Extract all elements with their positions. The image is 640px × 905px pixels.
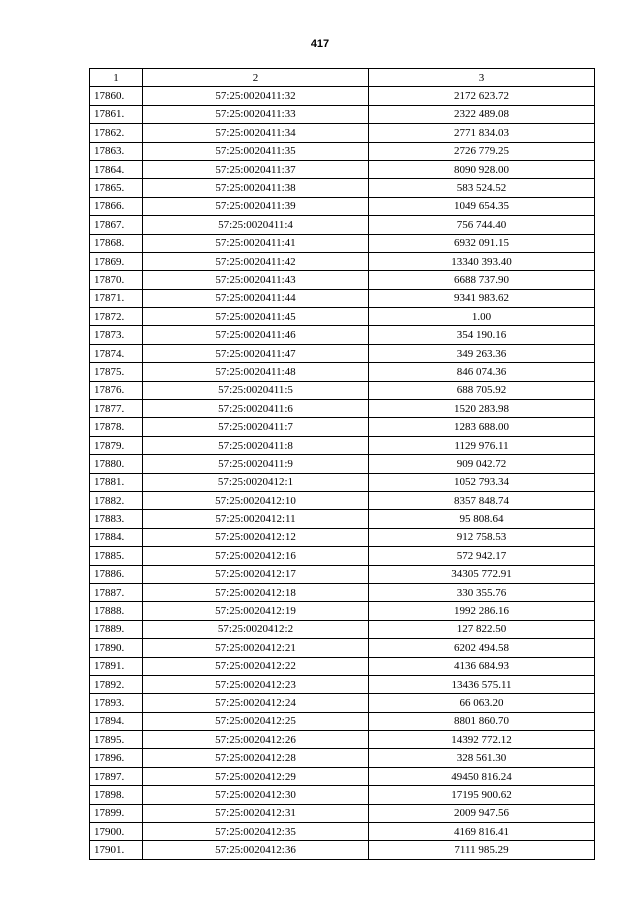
table-row xyxy=(90,804,595,822)
row-number-cell: 17900. xyxy=(90,823,143,841)
table-row xyxy=(90,841,595,859)
cadastral-number-cell: 57:25:0020411:34 xyxy=(143,124,369,142)
table-row xyxy=(90,547,595,565)
row-number-cell: 17887. xyxy=(90,583,143,601)
value-cell: 4136 684.93 xyxy=(369,657,595,675)
table-row xyxy=(90,657,595,675)
value-cell: 8090 928.00 xyxy=(369,160,595,178)
cadastral-number-cell: 57:25:0020412:28 xyxy=(143,749,369,767)
value-cell: 2726 779.25 xyxy=(369,142,595,160)
table-body xyxy=(90,87,595,859)
row-number-cell: 17868. xyxy=(90,234,143,252)
table-row xyxy=(90,749,595,767)
column-header-2: 2 xyxy=(143,69,369,87)
value-cell: 8801 860.70 xyxy=(369,712,595,730)
table-row xyxy=(90,381,595,399)
row-number-cell: 17863. xyxy=(90,142,143,160)
row-number-cell: 17894. xyxy=(90,712,143,730)
row-number-cell: 17865. xyxy=(90,179,143,197)
row-number-cell: 17896. xyxy=(90,749,143,767)
cadastral-number-cell: 57:25:0020411:7 xyxy=(143,418,369,436)
row-number-cell: 17879. xyxy=(90,436,143,454)
row-number-cell: 17873. xyxy=(90,326,143,344)
row-number-cell: 17889. xyxy=(90,620,143,638)
cadastral-number-cell: 57:25:0020411:48 xyxy=(143,363,369,381)
row-number-cell: 17885. xyxy=(90,547,143,565)
cadastral-number-cell: 57:25:0020411:41 xyxy=(143,234,369,252)
row-number-cell: 17886. xyxy=(90,565,143,583)
data-table xyxy=(89,68,595,860)
cadastral-number-cell: 57:25:0020412:11 xyxy=(143,510,369,528)
value-cell: 17195 900.62 xyxy=(369,786,595,804)
row-number-cell: 17869. xyxy=(90,252,143,270)
column-header-1: 1 xyxy=(90,69,143,87)
value-cell: 583 524.52 xyxy=(369,179,595,197)
table-row xyxy=(90,602,595,620)
cadastral-number-cell: 57:25:0020412:16 xyxy=(143,547,369,565)
table-row xyxy=(90,473,595,491)
row-number-cell: 17877. xyxy=(90,400,143,418)
cadastral-number-cell: 57:25:0020412:30 xyxy=(143,786,369,804)
row-number-cell: 17888. xyxy=(90,602,143,620)
row-number-cell: 17882. xyxy=(90,491,143,509)
table-row xyxy=(90,639,595,657)
value-cell: 912 758.53 xyxy=(369,528,595,546)
row-number-cell: 17872. xyxy=(90,308,143,326)
cadastral-number-cell: 57:25:0020412:29 xyxy=(143,767,369,785)
table-row xyxy=(90,179,595,197)
value-cell: 1129 976.11 xyxy=(369,436,595,454)
table-row xyxy=(90,87,595,105)
table-row xyxy=(90,197,595,215)
value-cell: 6202 494.58 xyxy=(369,639,595,657)
row-number-cell: 17883. xyxy=(90,510,143,528)
value-cell: 688 705.92 xyxy=(369,381,595,399)
cadastral-number-cell: 57:25:0020411:44 xyxy=(143,289,369,307)
table-row xyxy=(90,731,595,749)
cadastral-number-cell: 57:25:0020411:42 xyxy=(143,252,369,270)
cadastral-number-cell: 57:25:0020412:19 xyxy=(143,602,369,620)
row-number-cell: 17891. xyxy=(90,657,143,675)
cadastral-number-cell: 57:25:0020411:35 xyxy=(143,142,369,160)
row-number-cell: 17890. xyxy=(90,639,143,657)
table-row xyxy=(90,308,595,326)
row-number-cell: 17866. xyxy=(90,197,143,215)
table-row xyxy=(90,823,595,841)
cadastral-number-cell: 57:25:0020411:46 xyxy=(143,326,369,344)
table-row xyxy=(90,289,595,307)
row-number-cell: 17862. xyxy=(90,124,143,142)
value-cell: 14392 772.12 xyxy=(369,731,595,749)
value-cell: 8357 848.74 xyxy=(369,491,595,509)
cadastral-number-cell: 57:25:0020412:1 xyxy=(143,473,369,491)
value-cell: 354 190.16 xyxy=(369,326,595,344)
value-cell: 13340 393.40 xyxy=(369,252,595,270)
cadastral-number-cell: 57:25:0020411:8 xyxy=(143,436,369,454)
table-row xyxy=(90,436,595,454)
row-number-cell: 17892. xyxy=(90,675,143,693)
cadastral-number-cell: 57:25:0020411:5 xyxy=(143,381,369,399)
cadastral-number-cell: 57:25:0020412:26 xyxy=(143,731,369,749)
value-cell: 1049 654.35 xyxy=(369,197,595,215)
row-number-cell: 17861. xyxy=(90,105,143,123)
table-row xyxy=(90,400,595,418)
header-row xyxy=(90,69,595,87)
cadastral-number-cell: 57:25:0020412:12 xyxy=(143,528,369,546)
value-cell: 756 744.40 xyxy=(369,216,595,234)
table-row xyxy=(90,363,595,381)
cadastral-number-cell: 57:25:0020411:47 xyxy=(143,344,369,362)
cadastral-number-cell: 57:25:0020412:21 xyxy=(143,639,369,657)
value-cell: 66 063.20 xyxy=(369,694,595,712)
row-number-cell: 17878. xyxy=(90,418,143,436)
row-number-cell: 17899. xyxy=(90,804,143,822)
table-row xyxy=(90,786,595,804)
table-row xyxy=(90,418,595,436)
table-row xyxy=(90,528,595,546)
row-number-cell: 17874. xyxy=(90,344,143,362)
table-row xyxy=(90,326,595,344)
table-row xyxy=(90,234,595,252)
value-cell: 6932 091.15 xyxy=(369,234,595,252)
table-row xyxy=(90,252,595,270)
cadastral-number-cell: 57:25:0020412:10 xyxy=(143,491,369,509)
page-number: 417 xyxy=(310,38,330,50)
cadastral-number-cell: 57:25:0020412:31 xyxy=(143,804,369,822)
table-row xyxy=(90,510,595,528)
table-row xyxy=(90,105,595,123)
value-cell: 572 942.17 xyxy=(369,547,595,565)
value-cell: 909 042.72 xyxy=(369,455,595,473)
row-number-cell: 17901. xyxy=(90,841,143,859)
row-number-cell: 17884. xyxy=(90,528,143,546)
table-row xyxy=(90,583,595,601)
row-number-cell: 17876. xyxy=(90,381,143,399)
cadastral-number-cell: 57:25:0020411:32 xyxy=(143,87,369,105)
value-cell: 1992 286.16 xyxy=(369,602,595,620)
value-cell: 6688 737.90 xyxy=(369,271,595,289)
table-row xyxy=(90,142,595,160)
value-cell: 9341 983.62 xyxy=(369,289,595,307)
value-cell: 2009 947.56 xyxy=(369,804,595,822)
value-cell: 7111 985.29 xyxy=(369,841,595,859)
column-header-3: 3 xyxy=(369,69,595,87)
row-number-cell: 17875. xyxy=(90,363,143,381)
cadastral-number-cell: 57:25:0020411:37 xyxy=(143,160,369,178)
table-row xyxy=(90,565,595,583)
table-row xyxy=(90,675,595,693)
cadastral-number-cell: 57:25:0020411:4 xyxy=(143,216,369,234)
row-number-cell: 17893. xyxy=(90,694,143,712)
row-number-cell: 17898. xyxy=(90,786,143,804)
table-row xyxy=(90,455,595,473)
cadastral-number-cell: 57:25:0020412:23 xyxy=(143,675,369,693)
cadastral-number-cell: 57:25:0020412:24 xyxy=(143,694,369,712)
value-cell: 1520 283.98 xyxy=(369,400,595,418)
row-number-cell: 17881. xyxy=(90,473,143,491)
cadastral-number-cell: 57:25:0020411:33 xyxy=(143,105,369,123)
table-row xyxy=(90,491,595,509)
value-cell: 49450 816.24 xyxy=(369,767,595,785)
cadastral-number-cell: 57:25:0020411:43 xyxy=(143,271,369,289)
row-number-cell: 17897. xyxy=(90,767,143,785)
row-number-cell: 17864. xyxy=(90,160,143,178)
cadastral-number-cell: 57:25:0020411:6 xyxy=(143,400,369,418)
row-number-cell: 17880. xyxy=(90,455,143,473)
cadastral-number-cell: 57:25:0020412:36 xyxy=(143,841,369,859)
table-row xyxy=(90,694,595,712)
cadastral-number-cell: 57:25:0020412:25 xyxy=(143,712,369,730)
cadastral-number-cell: 57:25:0020412:17 xyxy=(143,565,369,583)
cadastral-number-cell: 57:25:0020412:18 xyxy=(143,583,369,601)
value-cell: 127 822.50 xyxy=(369,620,595,638)
table-row xyxy=(90,344,595,362)
row-number-cell: 17870. xyxy=(90,271,143,289)
table-row xyxy=(90,767,595,785)
value-cell: 4169 816.41 xyxy=(369,823,595,841)
cadastral-number-cell: 57:25:0020411:39 xyxy=(143,197,369,215)
cadastral-number-cell: 57:25:0020412:2 xyxy=(143,620,369,638)
cadastral-number-cell: 57:25:0020411:9 xyxy=(143,455,369,473)
value-cell: 328 561.30 xyxy=(369,749,595,767)
value-cell: 95 808.64 xyxy=(369,510,595,528)
cadastral-number-cell: 57:25:0020412:22 xyxy=(143,657,369,675)
value-cell: 846 074.36 xyxy=(369,363,595,381)
row-number-cell: 17895. xyxy=(90,731,143,749)
value-cell: 2172 623.72 xyxy=(369,87,595,105)
table-row xyxy=(90,160,595,178)
cadastral-number-cell: 57:25:0020411:38 xyxy=(143,179,369,197)
table-row xyxy=(90,620,595,638)
value-cell: 1052 793.34 xyxy=(369,473,595,491)
value-cell: 330 355.76 xyxy=(369,583,595,601)
value-cell: 349 263.36 xyxy=(369,344,595,362)
value-cell: 2771 834.03 xyxy=(369,124,595,142)
value-cell: 1283 688.00 xyxy=(369,418,595,436)
table-row xyxy=(90,271,595,289)
value-cell: 13436 575.11 xyxy=(369,675,595,693)
value-cell: 34305 772.91 xyxy=(369,565,595,583)
value-cell: 1.00 xyxy=(369,308,595,326)
cadastral-number-cell: 57:25:0020411:45 xyxy=(143,308,369,326)
cadastral-number-cell: 57:25:0020412:35 xyxy=(143,823,369,841)
table-row xyxy=(90,124,595,142)
row-number-cell: 17867. xyxy=(90,216,143,234)
value-cell: 2322 489.08 xyxy=(369,105,595,123)
table-row xyxy=(90,712,595,730)
row-number-cell: 17860. xyxy=(90,87,143,105)
table-row xyxy=(90,216,595,234)
row-number-cell: 17871. xyxy=(90,289,143,307)
